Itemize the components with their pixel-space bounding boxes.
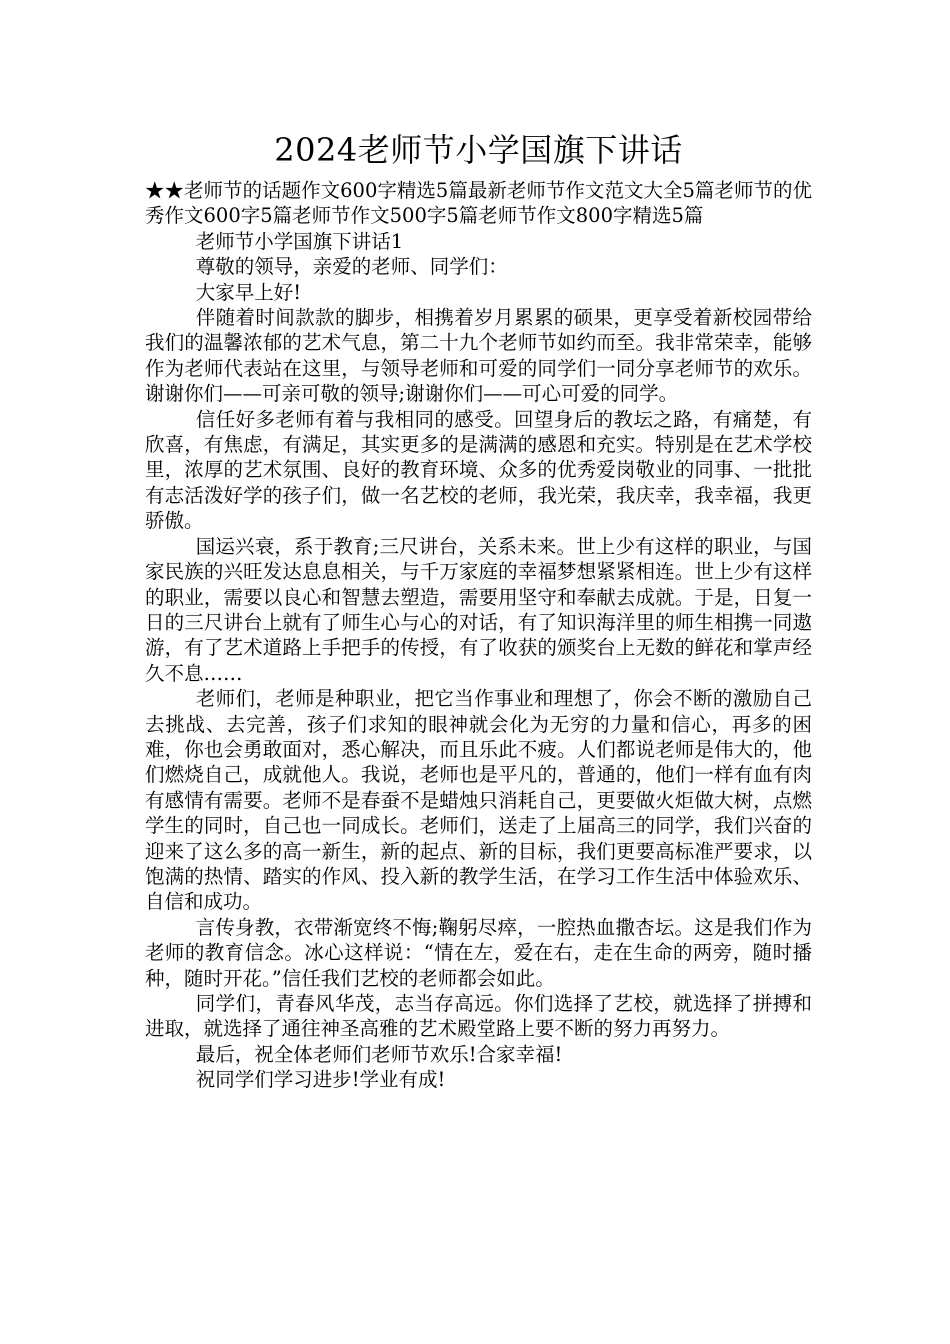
body-paragraph-3: 国运兴衰，系于教育;三尺讲台，关系未来。世上少有这样的职业，与国家民族的兴旺发达息息相关，与千万家庭的幸福梦想紧紧相连。世上少有这样的职业，需要以良心和智慧去塑造，需要用坚守和奉献去成就。于是，日复一日的三尺讲台上就有了师生心与心的对话，有了知识海洋里的师生相携一同遨游，有了艺术道路上手把手的传授，有了收获的颁奖台上无数的鲜花和掌声经久不息…… bbox=[145, 534, 812, 685]
document-page bbox=[145, 128, 812, 1093]
body-paragraph-6: 同学们，青春风华茂，志当存高远。你们选择了艺校，就选择了拼搏和进取，就选择了通往神圣高雅的艺术殿堂路上要不断的努力再努力。 bbox=[145, 992, 812, 1041]
salutation: 尊敬的领导，亲爱的老师、同学们： bbox=[195, 255, 508, 279]
body-paragraph-1: 伴随着时间款款的脚步，相携着岁月累累的硕果，更享受着新校园带给我们的温馨浓郁的艺术气息，第二十九个老师节如约而至。我非常荣幸，能够作为老师代表站在这里，与领导老师和可爱的同学们一同分享老师节的欢乐。谢谢你们——可亲可敬的领导;谢谢你们——可心可爱的同学。 bbox=[145, 306, 812, 406]
speech-heading: 老师节小学国旗下讲话1 bbox=[195, 229, 404, 253]
body-paragraph-5: 言传身教，衣带渐宽终不悔;鞠躬尽瘁，一腔热血撒杏坛。这是我们作为老师的教育信念。冰心这样说：“情在左，爱在右，走在生命的两旁，随时播种，随时开花。”信任我们艺校的老师都会如此。 bbox=[145, 915, 812, 990]
body-paragraph-4: 老师们，老师是种职业，把它当作事业和理想了，你会不断的激励自己去挑战、去完善，孩子们求知的眼神就会化为无穷的力量和信心，再多的困难，你也会勇敢面对，悉心解决，而且乐此不疲。人们都说老师是伟大的，他们燃烧自己，成就他人。我说，老师也是平凡的，普通的，他们一样有血有肉有感情有需要。老师不是春蚕不是蜡烛只消耗自己，更要做火炬做大树，点燃学生的同时，自己也一同成长。老师们，送走了上届高三的同学，我们兴奋的迎来了这么多的高一新生，新的起点、新的目标，我们更要高标准严要求，以饱满的热情、踏实的作风、投入新的教学生活，在学习工作生活中体验欢乐、自信和成功。 bbox=[145, 687, 812, 914]
document-title: 2024老师节小学国旗下讲话 bbox=[274, 131, 683, 169]
body-paragraph-2: 信任好多老师有着与我相同的感受。回望身后的教坛之路，有痛楚，有欣喜，有焦虑，有满足，其实更多的是满满的感恩和充实。特别是在艺术学校里，浓厚的艺术氛围、良好的教育环境、众多的优秀爱岗敬业的同事、一批批有志活泼好学的孩子们，做一名艺校的老师，我光荣，我庆幸，我幸福，我更骄傲。 bbox=[145, 407, 812, 533]
intro-paragraph: ★★老师节的话题作文600字精选5篇最新老师节作文范文大全5篇老师节的优秀作文600字5篇老师节作文500字5篇老师节作文800字精选5篇 bbox=[145, 179, 812, 228]
closing-wish-2: 祝同学们学习进步!学业有成! bbox=[195, 1068, 446, 1092]
greeting: 大家早上好! bbox=[195, 280, 302, 304]
closing-wish-1: 最后，祝全体老师们老师节欢乐!合家幸福! bbox=[195, 1042, 563, 1066]
